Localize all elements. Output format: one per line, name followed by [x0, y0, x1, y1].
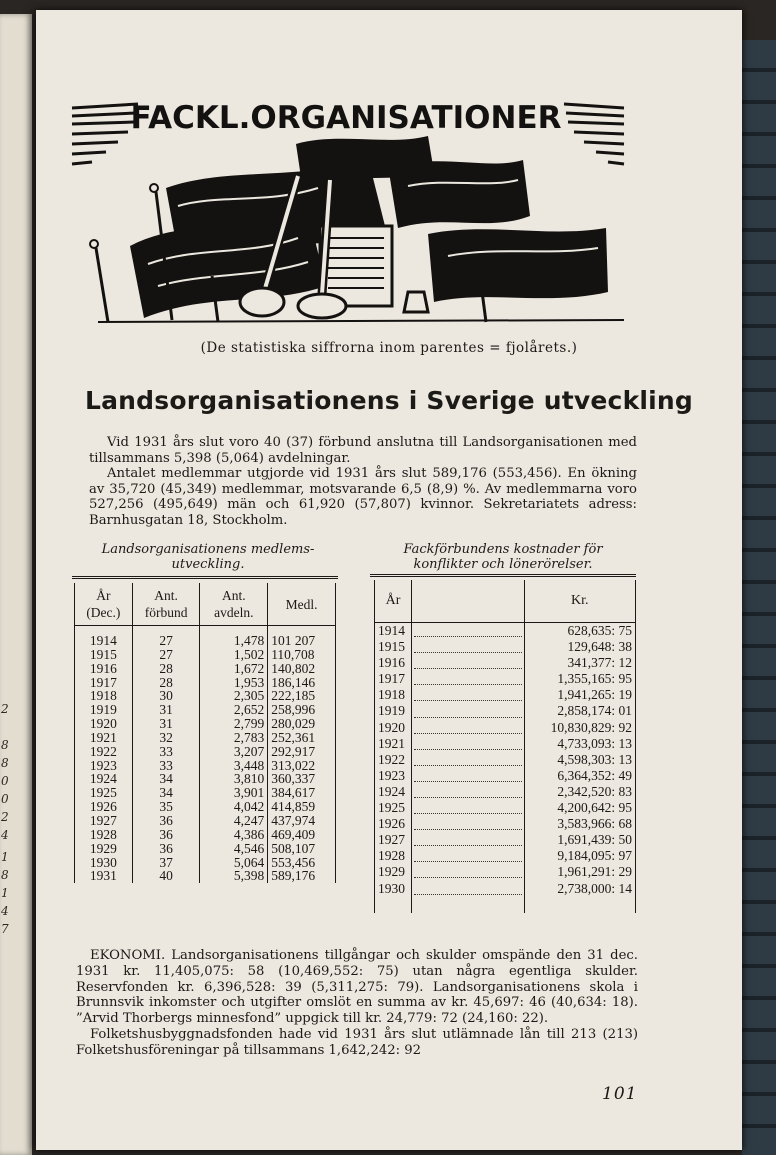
table-cell: 101 207 — [268, 626, 336, 648]
table-cell: 37 — [132, 856, 200, 870]
table-cell: 437,974 — [268, 814, 336, 828]
members-table-title-line: utveckling. — [171, 557, 245, 572]
dot-leader — [414, 786, 522, 798]
table-row — [375, 800, 636, 816]
page-number: 101 — [602, 1084, 638, 1104]
dot-leader — [414, 802, 522, 814]
table-cell: 2,305 — [200, 689, 268, 703]
table-row — [375, 639, 636, 655]
dot-leader — [414, 770, 522, 782]
costs-table-title-line: Fackförbundens kostnader för — [403, 542, 603, 557]
table-cell: 1931 — [75, 869, 133, 883]
left-fragment: 7 — [1, 922, 9, 936]
table-cell: 1927 — [375, 832, 412, 848]
members-table-title — [74, 542, 342, 572]
left-fragment: 8 — [1, 756, 9, 770]
table-cell: 628,635: 75 — [524, 623, 635, 640]
table-cell — [411, 864, 524, 880]
left-fragment: 2 — [1, 810, 9, 824]
table-cell: 140,802 — [268, 662, 336, 676]
table-cell: 1915 — [375, 639, 412, 655]
table-cell: 31 — [132, 703, 200, 717]
table-cell — [411, 816, 524, 832]
table-cell: 3,448 — [200, 759, 268, 773]
table-cell: 2,858,174: 01 — [524, 703, 635, 719]
table-cell: 2,783 — [200, 731, 268, 745]
table-cell — [411, 639, 524, 655]
table-cell: 3,207 — [200, 745, 268, 759]
left-fragment: 8 — [1, 738, 9, 752]
table-cell: 1929 — [375, 864, 412, 880]
table-cell — [411, 655, 524, 671]
left-fragment: 0 — [1, 774, 9, 788]
table-cell: 5,064 — [200, 856, 268, 870]
table-row — [375, 655, 636, 671]
table-row — [75, 842, 336, 856]
banner-title: FACKL.ORGANISATIONER — [130, 100, 562, 136]
table-row — [75, 648, 336, 662]
table-cell: 34 — [132, 772, 200, 786]
table-row — [375, 703, 636, 719]
table-cell: 28 — [132, 676, 200, 690]
table-cell: 1927 — [75, 814, 133, 828]
table-cell: 1918 — [375, 687, 412, 703]
costs-table-title — [368, 542, 638, 572]
dot-leader — [414, 673, 522, 685]
dot-leader — [414, 850, 522, 862]
table-cell: 1,478 — [200, 626, 268, 648]
table-cell: 4,042 — [200, 800, 268, 814]
costs-table-top-rule — [370, 574, 636, 577]
table-cell — [411, 752, 524, 768]
table-cell: 1914 — [375, 623, 412, 640]
table-cell: 129,648: 38 — [524, 639, 635, 655]
table-row — [75, 759, 336, 773]
table-cell: 1917 — [375, 671, 412, 687]
header-year: År (Dec.) — [75, 583, 133, 626]
table-cell: 589,176 — [268, 869, 336, 883]
table-row — [75, 869, 336, 883]
table-row — [375, 720, 636, 736]
ekonomi-text — [76, 948, 638, 1059]
table-cell: 1921 — [375, 736, 412, 752]
table-cell: 1920 — [375, 720, 412, 736]
table-row — [75, 717, 336, 731]
table-cell: 32 — [132, 731, 200, 745]
table-cell — [411, 671, 524, 687]
table-row — [375, 848, 636, 864]
table-row — [375, 864, 636, 880]
table-cell — [411, 623, 524, 640]
intro-paragraph: Vid 1931 års slut voro 40 (37) förbund anslutna till Landsorganisationen med tillsammans 5,398 (5,064) avdelningar. — [89, 435, 637, 466]
table-cell: 1924 — [375, 784, 412, 800]
caption: (De statistiska siffrorna inom parentes = fjolårets.) — [200, 340, 578, 356]
table-cell: 1922 — [75, 745, 133, 759]
table-cell — [411, 848, 524, 864]
dot-leader — [414, 641, 522, 653]
table-cell: 2,652 — [200, 703, 268, 717]
table-cell: 1921 — [75, 731, 133, 745]
table-cell: 2,799 — [200, 717, 268, 731]
table-cell: 1930 — [375, 881, 412, 897]
table-cell: 1926 — [75, 800, 133, 814]
table-cell: 30 — [132, 689, 200, 703]
table-row — [75, 676, 336, 690]
table-cell: 28 — [132, 662, 200, 676]
table-row — [75, 662, 336, 676]
table-cell: 1930 — [75, 856, 133, 870]
dot-leader — [414, 866, 522, 878]
dot-leader — [414, 754, 522, 766]
table-cell: 1919 — [375, 703, 412, 719]
dot-leader — [414, 818, 522, 830]
costs-table — [374, 580, 636, 913]
header-blank — [411, 580, 524, 623]
table-cell: 1,672 — [200, 662, 268, 676]
table-cell — [524, 897, 635, 913]
table-cell — [411, 703, 524, 719]
table-cell: 1,502 — [200, 648, 268, 662]
left-fragment: 4 — [1, 904, 9, 918]
table-cell: 27 — [132, 626, 200, 648]
table-row — [75, 828, 336, 842]
table-cell — [411, 687, 524, 703]
table-row — [375, 768, 636, 784]
table-cell: 1924 — [75, 772, 133, 786]
table-cell: 1922 — [375, 752, 412, 768]
table-cell: 508,107 — [268, 842, 336, 856]
table-cell: 258,996 — [268, 703, 336, 717]
table-cell: 469,409 — [268, 828, 336, 842]
table-row — [75, 856, 336, 870]
costs-table-header — [375, 580, 636, 623]
table-cell: 2,738,000: 14 — [524, 881, 635, 897]
table-cell: 1914 — [75, 626, 133, 648]
table-cell: 34 — [132, 786, 200, 800]
costs-table-title-line: konflikter och lönerörelser. — [413, 557, 593, 572]
table-cell: 222,185 — [268, 689, 336, 703]
table-cell: 1928 — [375, 848, 412, 864]
header-unions: Ant. förbund — [132, 583, 200, 626]
table-cell: 1,941,265: 19 — [524, 687, 635, 703]
table-cell: 3,583,966: 68 — [524, 816, 635, 832]
table-row — [75, 731, 336, 745]
table-cell: 414,859 — [268, 800, 336, 814]
page-heading: Landsorganisationens i Sverige utveckling — [84, 386, 694, 415]
table-row-spacer — [375, 897, 636, 913]
table-cell: 1926 — [375, 816, 412, 832]
left-fragment: 0 — [1, 792, 9, 806]
table-cell: 1929 — [75, 842, 133, 856]
table-cell: 2,342,520: 83 — [524, 784, 635, 800]
dot-leader — [414, 738, 522, 750]
table-cell: 1925 — [75, 786, 133, 800]
table-row — [375, 752, 636, 768]
table-cell: 110,708 — [268, 648, 336, 662]
dot-leader — [414, 625, 522, 637]
table-cell: 31 — [132, 717, 200, 731]
left-fragment: 1 — [1, 886, 9, 900]
header-branches: Ant. avdeln. — [200, 583, 268, 626]
table-row — [375, 881, 636, 897]
table-row — [375, 784, 636, 800]
table-cell: 1,355,165: 95 — [524, 671, 635, 687]
dot-leader — [414, 689, 522, 701]
left-fragment: 1 — [1, 850, 9, 864]
table-cell: 1923 — [375, 768, 412, 784]
table-cell: 4,733,093: 13 — [524, 736, 635, 752]
ekonomi-paragraph: EKONOMI. Landsorganisationens tillgångar och skulder omspände den 31 dec. 1931 kr. 11,405,075: 58 (10,469,552: 75) utan några egentliga skulder. Reservfonden kr. 6,396,528: 39 (5,311,275: 79). Landsorganisationens skola i Brunnsvik inkomster och utgifter omslöt en summa av kr. 45,697: 46 (40,634: 18). ”Arvid Thorbergs minnesfond” uppgick till kr. 24,779: 72 (24,160: 22). — [76, 948, 638, 1027]
left-fragment: 8 — [1, 868, 9, 882]
table-cell: 4,200,642: 95 — [524, 800, 635, 816]
header-year: År — [375, 580, 412, 623]
table-cell: 360,337 — [268, 772, 336, 786]
ekonomi-paragraph: Folketshusbyggnadsfonden hade vid 1931 års slut utlämnade lån till 213 (213) Folketshusföreningar på tillsammans 1,642,242: 92 — [76, 1026, 638, 1058]
table-cell: 341,377: 12 — [524, 655, 635, 671]
table-cell: 186,146 — [268, 676, 336, 690]
table-cell — [411, 881, 524, 897]
table-row — [75, 626, 336, 648]
members-table-top-rule — [72, 576, 338, 579]
table-row — [375, 736, 636, 752]
table-cell: 1919 — [75, 703, 133, 717]
table-cell: 10,830,829: 92 — [524, 720, 635, 736]
table-cell: 4,386 — [200, 828, 268, 842]
table-cell: 1928 — [75, 828, 133, 842]
table-cell — [411, 832, 524, 848]
intro-text — [89, 435, 637, 529]
table-cell: 3,901 — [200, 786, 268, 800]
members-table — [74, 583, 336, 883]
book-page — [36, 10, 742, 1150]
table-cell: 1918 — [75, 689, 133, 703]
table-cell: 5,398 — [200, 869, 268, 883]
table-row — [375, 623, 636, 640]
table-cell: 384,617 — [268, 786, 336, 800]
table-cell: 553,456 — [268, 856, 336, 870]
table-row — [75, 814, 336, 828]
background-book-spines — [742, 40, 776, 1155]
table-cell: 1,691,439: 50 — [524, 832, 635, 848]
table-cell: 1925 — [375, 800, 412, 816]
table-cell: 1916 — [375, 655, 412, 671]
table-cell — [375, 897, 412, 913]
dot-leader — [414, 706, 522, 718]
table-row — [375, 687, 636, 703]
table-cell: 36 — [132, 828, 200, 842]
dot-leader — [414, 722, 522, 734]
members-table-title-line: Landsorganisationens medlems- — [101, 542, 315, 557]
table-cell: 36 — [132, 814, 200, 828]
table-cell: 33 — [132, 759, 200, 773]
header-amount: Kr. — [524, 580, 635, 623]
table-cell: 1916 — [75, 662, 133, 676]
left-page-edge — [0, 14, 32, 1155]
table-cell: 4,598,303: 13 — [524, 752, 635, 768]
table-cell: 36 — [132, 842, 200, 856]
table-cell — [411, 768, 524, 784]
table-cell — [411, 720, 524, 736]
table-cell: 4,546 — [200, 842, 268, 856]
table-cell: 292,917 — [268, 745, 336, 759]
table-cell: 1915 — [75, 648, 133, 662]
table-cell — [411, 897, 524, 913]
left-fragment: 4 — [1, 828, 9, 842]
table-row — [75, 689, 336, 703]
table-cell: 35 — [132, 800, 200, 814]
table-row — [75, 786, 336, 800]
table-cell: 1923 — [75, 759, 133, 773]
table-row — [75, 772, 336, 786]
table-cell — [411, 800, 524, 816]
table-cell: 1920 — [75, 717, 133, 731]
table-cell — [411, 784, 524, 800]
table-cell: 6,364,352: 49 — [524, 768, 635, 784]
table-cell: 4,247 — [200, 814, 268, 828]
table-row — [75, 745, 336, 759]
table-row — [375, 832, 636, 848]
table-cell — [411, 736, 524, 752]
table-cell: 40 — [132, 869, 200, 883]
table-cell: 280,029 — [268, 717, 336, 731]
table-cell: 27 — [132, 648, 200, 662]
dot-leader — [414, 834, 522, 846]
table-cell: 33 — [132, 745, 200, 759]
table-row — [375, 671, 636, 687]
table-row — [75, 703, 336, 717]
dot-leader — [414, 883, 522, 895]
table-cell: 313,022 — [268, 759, 336, 773]
header-members: Medl. — [268, 583, 336, 626]
table-row — [75, 800, 336, 814]
intro-paragraph: Antalet medlemmar utgjorde vid 1931 års slut 589,176 (553,456). En ökning av 35,720 (45,349) medlemmar, motsvarande 6,5 (8,9) %. Av medlemmarna voro 527,256 (495,649) män och 61,920 (57,807) kvinnor. Sekretariatets adress: Barnhusgatan 18, Stockholm. — [89, 466, 637, 528]
table-cell: 9,184,095: 97 — [524, 848, 635, 864]
left-fragment: 2 — [1, 702, 9, 716]
members-table-header — [75, 583, 336, 626]
table-cell: 3,810 — [200, 772, 268, 786]
table-row — [375, 816, 636, 832]
table-cell: 252,361 — [268, 731, 336, 745]
table-cell: 1,961,291: 29 — [524, 864, 635, 880]
table-cell: 1,953 — [200, 676, 268, 690]
table-cell: 1917 — [75, 676, 133, 690]
dot-leader — [414, 657, 522, 669]
